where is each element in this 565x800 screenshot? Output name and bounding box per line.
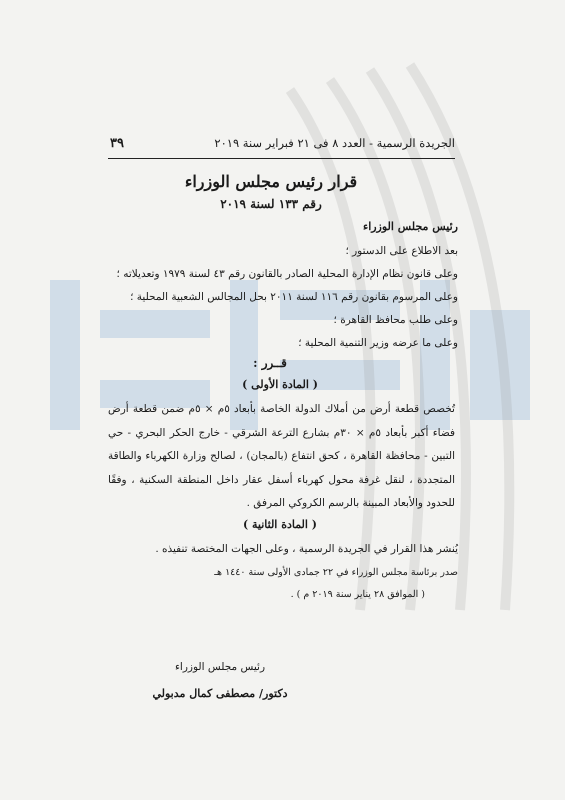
article-1-title: ( المادة الأولى ): [242, 378, 318, 391]
decree-title: قرار رئيس مجلس الوزراء: [184, 172, 358, 191]
preamble-line-5: وعلى ما عرضه وزير التنمية المحلية ؛: [298, 337, 458, 349]
preamble-line-3: وعلى المرسوم بقانون رقم ١١٦ لسنة ٢٠١١ بحل المجالس الشعبية المحلية ؛: [130, 291, 458, 303]
gazette-header: [110, 133, 455, 153]
issued-date: صدر برئاسة مجلس الوزراء في ٢٢ جمادى الأولى سنة ١٤٤٠ هـ: [214, 567, 458, 578]
issuer-heading: رئيس مجلس الوزراء: [363, 220, 458, 233]
article-2-text: يُنشر هذا القرار في الجريدة الرسمية ، وعلى الجهات المختصة تنفيذه .: [155, 543, 458, 555]
decree-number: رقم ١٣٣ لسنة ٢٠١٩: [220, 197, 322, 211]
decided-heading: قــرر :: [253, 356, 287, 370]
signature-name: دكتور/ مصطفى كمال مدبولي: [152, 687, 288, 700]
corresponding-date: ( الموافق ٢٨ يناير سنة ٢٠١٩ م ) .: [290, 589, 425, 600]
header-rule: [108, 158, 455, 159]
preamble-line-4: وعلى طلب محافظ القاهرة ؛: [333, 314, 458, 326]
preamble-line-1: بعد الاطلاع على الدستور ؛: [345, 245, 458, 257]
signature-title: رئيس مجلس الوزراء: [174, 661, 266, 673]
page-number: ٣٩: [110, 135, 124, 151]
article-2-title: ( المادة الثانية ): [242, 518, 318, 531]
header-text: الجريدة الرسمية - العدد ٨ فى ٢١ فبراير سنة ٢٠١٩: [214, 136, 455, 150]
preamble-line-2: وعلى قانون نظام الإدارة المحلية الصادر بالقانون رقم ٤٣ لسنة ١٩٧٩ وتعديلاته ؛: [116, 268, 458, 280]
article-1-text: تُخصص قطعة أرض من أملاك الدولة الخاصة بأبعاد ٥م × ٥م ضمن قطعة أرض فضاء أكبر بأبعاد ٥م × ٣٠م بشارع الترعة الشرقي - خارج الحكر البحري - حي التبين - محافظة القاهرة ، كحق انتفاع (بالمجان) ، لصالح وزارة الكهرباء والطاقة المتجددة ، لنقل غرفة محول كهرباء أسفل عقار داخل المنطقة السكنية ، وفقًا للحدود والأبعاد المبينة بالرسم الكروكي المرفق .: [108, 403, 455, 509]
